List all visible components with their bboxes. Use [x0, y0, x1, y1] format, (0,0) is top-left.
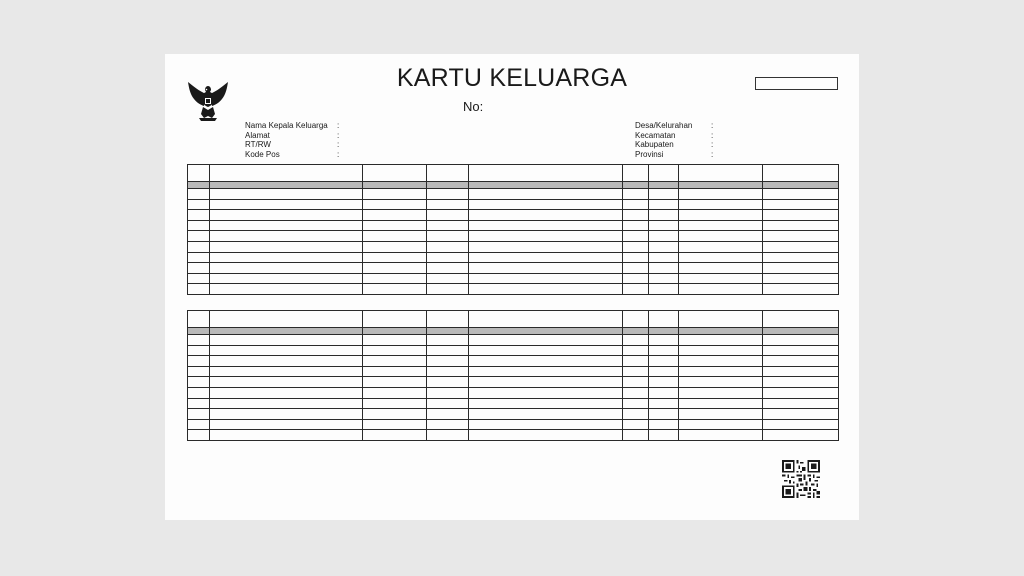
table-cell: [363, 328, 427, 335]
header-cell: [427, 311, 469, 328]
table-cell[interactable]: [188, 263, 210, 274]
table-cell: [427, 182, 469, 189]
table-cell[interactable]: [763, 419, 839, 430]
table-cell[interactable]: [679, 398, 763, 409]
table-cell[interactable]: [679, 252, 763, 263]
table-cell[interactable]: [427, 366, 469, 377]
table-row: [188, 345, 839, 356]
table-cell[interactable]: [649, 409, 679, 420]
table-cell[interactable]: [649, 377, 679, 388]
table-cell[interactable]: [363, 210, 427, 221]
table-cell[interactable]: [679, 210, 763, 221]
field-separator: :: [711, 121, 714, 130]
table-cell[interactable]: [210, 335, 363, 346]
table-cell[interactable]: [188, 366, 210, 377]
field-row: [635, 140, 717, 150]
table-row: [188, 199, 839, 210]
table-cell[interactable]: [679, 189, 763, 200]
table-cell[interactable]: [363, 409, 427, 420]
table-cell[interactable]: [679, 377, 763, 388]
header-cell: [210, 311, 363, 328]
table-row: [188, 335, 839, 346]
table-cell[interactable]: [623, 345, 649, 356]
table-cell[interactable]: [679, 263, 763, 274]
table-cell[interactable]: [188, 199, 210, 210]
table-cell[interactable]: [763, 210, 839, 221]
field-separator: :: [337, 140, 340, 150]
table-cell[interactable]: [427, 345, 469, 356]
table-cell[interactable]: [363, 430, 427, 441]
table-cell[interactable]: [763, 398, 839, 409]
table-cell[interactable]: [469, 231, 623, 242]
table-cell[interactable]: [427, 252, 469, 263]
table-cell[interactable]: [623, 284, 649, 295]
field-separator: :: [711, 140, 714, 150]
table-cell[interactable]: [679, 356, 763, 367]
table-cell: [210, 182, 363, 189]
table-cell[interactable]: [427, 430, 469, 441]
table-cell[interactable]: [623, 220, 649, 231]
table-cell[interactable]: [649, 199, 679, 210]
table-cell[interactable]: [679, 273, 763, 284]
table-cell[interactable]: [763, 335, 839, 346]
table-cell[interactable]: [427, 419, 469, 430]
table-cell[interactable]: [649, 366, 679, 377]
table-cell: [363, 182, 427, 189]
table-cell[interactable]: [427, 241, 469, 252]
family-members-body: [188, 165, 839, 295]
table-cell[interactable]: [623, 241, 649, 252]
table-cell[interactable]: [427, 189, 469, 200]
table-shaded-row: [188, 328, 839, 335]
field-row: [635, 131, 717, 141]
table-cell[interactable]: [763, 231, 839, 242]
table-cell[interactable]: [210, 252, 363, 263]
table-row: [188, 189, 839, 200]
table-cell[interactable]: [469, 189, 623, 200]
table-cell[interactable]: [469, 409, 623, 420]
table-cell[interactable]: [427, 273, 469, 284]
table-cell[interactable]: [427, 409, 469, 420]
table-row: [188, 284, 839, 295]
table-cell[interactable]: [679, 387, 763, 398]
table-cell[interactable]: [763, 199, 839, 210]
table-cell: [649, 182, 679, 189]
table-cell[interactable]: [679, 335, 763, 346]
table-cell[interactable]: [363, 189, 427, 200]
table-cell[interactable]: [210, 231, 363, 242]
table-row: [188, 430, 839, 441]
table-cell: [623, 328, 649, 335]
table-cell[interactable]: [763, 356, 839, 367]
table-cell[interactable]: [188, 387, 210, 398]
field-label: Kecamatan: [635, 130, 676, 140]
table-cell[interactable]: [623, 189, 649, 200]
field-label: Provinsi: [635, 149, 664, 159]
table-cell[interactable]: [469, 252, 623, 263]
field-label: Kabupaten: [635, 140, 674, 150]
table-cell: [679, 182, 763, 189]
table-cell[interactable]: [623, 231, 649, 242]
header-cell: [623, 165, 649, 182]
table-cell[interactable]: [763, 345, 839, 356]
table-cell[interactable]: [427, 231, 469, 242]
table-row: [188, 210, 839, 221]
table-cell[interactable]: [427, 398, 469, 409]
table-cell[interactable]: [649, 263, 679, 274]
family-details-table: [187, 310, 839, 441]
table-cell[interactable]: [679, 366, 763, 377]
table-cell[interactable]: [763, 273, 839, 284]
field-row: [245, 121, 343, 131]
table-cell[interactable]: [649, 273, 679, 284]
table-cell[interactable]: [363, 220, 427, 231]
table-row: [188, 366, 839, 377]
table-cell[interactable]: [679, 430, 763, 441]
table-cell[interactable]: [679, 220, 763, 231]
table-cell[interactable]: [623, 398, 649, 409]
field-row: [245, 131, 343, 141]
table-cell[interactable]: [363, 419, 427, 430]
table-cell[interactable]: [649, 241, 679, 252]
table-cell[interactable]: [649, 189, 679, 200]
table-cell[interactable]: [210, 284, 363, 295]
table-cell[interactable]: [623, 419, 649, 430]
table-cell: [649, 328, 679, 335]
table-cell[interactable]: [210, 356, 363, 367]
table-cell[interactable]: [210, 220, 363, 231]
header-cell: [679, 311, 763, 328]
table-cell[interactable]: [469, 199, 623, 210]
table-cell: [763, 328, 839, 335]
table-cell: [188, 182, 210, 189]
table-cell[interactable]: [649, 345, 679, 356]
table-cell: [623, 182, 649, 189]
table-cell[interactable]: [363, 345, 427, 356]
table-cell[interactable]: [427, 284, 469, 295]
region-fields: [635, 121, 717, 159]
header-cell: [427, 165, 469, 182]
table-cell[interactable]: [188, 252, 210, 263]
header-cell: [363, 165, 427, 182]
table-cell[interactable]: [469, 430, 623, 441]
table-cell[interactable]: [210, 430, 363, 441]
table-row: [188, 398, 839, 409]
table-row: [188, 263, 839, 274]
header-cell: [763, 311, 839, 328]
table-cell[interactable]: [363, 335, 427, 346]
table-cell[interactable]: [679, 419, 763, 430]
header-cell: [210, 165, 363, 182]
table-cell: [679, 328, 763, 335]
field-separator: :: [711, 130, 714, 140]
table-cell[interactable]: [649, 220, 679, 231]
table-cell[interactable]: [623, 263, 649, 274]
table-cell[interactable]: [623, 199, 649, 210]
table-cell[interactable]: [649, 356, 679, 367]
table-cell[interactable]: [623, 409, 649, 420]
table-cell[interactable]: [623, 210, 649, 221]
table-header-row: [188, 165, 839, 182]
table-cell[interactable]: [469, 366, 623, 377]
table-cell[interactable]: [427, 356, 469, 367]
table-row: [188, 231, 839, 242]
table-cell[interactable]: [363, 241, 427, 252]
table-cell[interactable]: [363, 387, 427, 398]
header-cell: [469, 311, 623, 328]
table-cell[interactable]: [210, 366, 363, 377]
field-label: RT/RW: [245, 140, 271, 150]
table-cell[interactable]: [649, 284, 679, 295]
table-cell[interactable]: [469, 241, 623, 252]
table-cell[interactable]: [649, 335, 679, 346]
table-cell[interactable]: [679, 231, 763, 242]
table-cell[interactable]: [210, 387, 363, 398]
table-cell[interactable]: [649, 231, 679, 242]
table-cell[interactable]: [363, 398, 427, 409]
table-cell[interactable]: [623, 366, 649, 377]
table-cell[interactable]: [763, 263, 839, 274]
table-row: [188, 356, 839, 367]
table-cell[interactable]: [763, 220, 839, 231]
table-cell[interactable]: [469, 398, 623, 409]
table-cell[interactable]: [763, 409, 839, 420]
table-cell[interactable]: [363, 231, 427, 242]
table-cell[interactable]: [427, 210, 469, 221]
table-cell[interactable]: [210, 409, 363, 420]
table-cell[interactable]: [188, 345, 210, 356]
header-cell: [363, 311, 427, 328]
table-row: [188, 252, 839, 263]
table-cell[interactable]: [210, 241, 363, 252]
table-cell[interactable]: [469, 345, 623, 356]
table-cell[interactable]: [679, 199, 763, 210]
table-cell[interactable]: [210, 263, 363, 274]
table-cell[interactable]: [469, 263, 623, 274]
table-cell[interactable]: [469, 419, 623, 430]
table-cell[interactable]: [210, 377, 363, 388]
table-row: [188, 419, 839, 430]
table-cell[interactable]: [469, 220, 623, 231]
table-cell[interactable]: [427, 199, 469, 210]
table-row: [188, 273, 839, 284]
table-cell[interactable]: [427, 377, 469, 388]
table-cell[interactable]: [188, 273, 210, 284]
table-cell[interactable]: [763, 241, 839, 252]
table-cell[interactable]: [188, 335, 210, 346]
table-cell[interactable]: [763, 284, 839, 295]
table-cell[interactable]: [623, 356, 649, 367]
table-cell[interactable]: [210, 419, 363, 430]
field-separator: :: [337, 149, 340, 159]
table-row: [188, 220, 839, 231]
table-cell[interactable]: [188, 231, 210, 242]
header-cell: [623, 311, 649, 328]
field-label: Kode Pos: [245, 149, 280, 159]
field-row: [635, 150, 717, 160]
table-cell[interactable]: [363, 263, 427, 274]
table-cell[interactable]: [623, 377, 649, 388]
family-details-body: [188, 311, 839, 441]
table-cell[interactable]: [363, 377, 427, 388]
field-row: [245, 140, 343, 150]
table-cell[interactable]: [763, 252, 839, 263]
field-separator: :: [337, 130, 340, 140]
table-cell[interactable]: [210, 345, 363, 356]
table-cell[interactable]: [188, 409, 210, 420]
field-label: Alamat: [245, 130, 270, 140]
table-cell[interactable]: [679, 345, 763, 356]
table-cell[interactable]: [363, 356, 427, 367]
table-cell[interactable]: [649, 252, 679, 263]
table-cell[interactable]: [469, 356, 623, 367]
table-cell: [188, 328, 210, 335]
table-cell[interactable]: [188, 220, 210, 231]
table-cell[interactable]: [763, 387, 839, 398]
table-cell[interactable]: [649, 430, 679, 441]
table-cell[interactable]: [469, 377, 623, 388]
household-fields: [245, 121, 343, 159]
table-cell[interactable]: [188, 377, 210, 388]
table-cell[interactable]: [469, 387, 623, 398]
table-cell[interactable]: [679, 409, 763, 420]
table-cell[interactable]: [363, 366, 427, 377]
table-cell: [469, 182, 623, 189]
table-cell[interactable]: [210, 398, 363, 409]
table-cell[interactable]: [623, 387, 649, 398]
table-cell[interactable]: [363, 252, 427, 263]
table-cell: [210, 328, 363, 335]
table-cell[interactable]: [623, 252, 649, 263]
table-row: [188, 241, 839, 252]
table-cell[interactable]: [623, 430, 649, 441]
field-label: Nama Kepala Keluarga: [245, 121, 328, 130]
document-number-box[interactable]: [755, 77, 838, 90]
table-shaded-row: [188, 182, 839, 189]
table-cell: [427, 328, 469, 335]
family-card-document: [165, 54, 859, 520]
table-cell[interactable]: [188, 241, 210, 252]
table-cell[interactable]: [363, 273, 427, 284]
header-cell: [649, 165, 679, 182]
table-cell[interactable]: [469, 210, 623, 221]
table-cell[interactable]: [210, 199, 363, 210]
table-cell[interactable]: [763, 430, 839, 441]
document-number-label: No:: [463, 99, 484, 114]
family-members-table: [187, 164, 839, 295]
table-cell[interactable]: [188, 189, 210, 200]
table-cell[interactable]: [679, 241, 763, 252]
table-cell[interactable]: [469, 273, 623, 284]
field-separator: :: [711, 149, 714, 159]
table-cell[interactable]: [469, 335, 623, 346]
table-cell[interactable]: [188, 284, 210, 295]
header-cell: [469, 165, 623, 182]
table-cell[interactable]: [427, 263, 469, 274]
table-cell[interactable]: [649, 398, 679, 409]
table-cell[interactable]: [649, 210, 679, 221]
qr-code-icon: [782, 460, 820, 498]
table-row: [188, 377, 839, 388]
table-cell[interactable]: [210, 273, 363, 284]
table-cell[interactable]: [210, 189, 363, 200]
table-cell[interactable]: [188, 356, 210, 367]
field-row: [635, 121, 717, 131]
header-cell: [188, 165, 210, 182]
field-label: Desa/Kelurahan: [635, 121, 693, 130]
table-cell[interactable]: [427, 220, 469, 231]
header-cell: [649, 311, 679, 328]
table-cell[interactable]: [427, 335, 469, 346]
table-cell[interactable]: [649, 419, 679, 430]
field-row: [245, 150, 343, 160]
table-cell[interactable]: [363, 284, 427, 295]
table-cell[interactable]: [763, 377, 839, 388]
document-title: KARTU KELUARGA: [396, 64, 628, 92]
table-row: [188, 387, 839, 398]
header-cell: [188, 311, 210, 328]
table-cell[interactable]: [763, 366, 839, 377]
table-cell[interactable]: [363, 199, 427, 210]
table-cell[interactable]: [188, 419, 210, 430]
table-cell[interactable]: [649, 387, 679, 398]
table-cell: [763, 182, 839, 189]
table-cell[interactable]: [763, 189, 839, 200]
table-cell[interactable]: [427, 387, 469, 398]
table-cell[interactable]: [469, 284, 623, 295]
field-separator: :: [337, 121, 340, 130]
table-cell: [469, 328, 623, 335]
table-cell[interactable]: [188, 210, 210, 221]
table-cell[interactable]: [623, 273, 649, 284]
table-cell[interactable]: [210, 210, 363, 221]
table-cell[interactable]: [623, 335, 649, 346]
table-header-row: [188, 311, 839, 328]
table-cell[interactable]: [188, 398, 210, 409]
table-row: [188, 409, 839, 420]
table-cell[interactable]: [188, 430, 210, 441]
header-cell: [763, 165, 839, 182]
header-cell: [679, 165, 763, 182]
table-cell[interactable]: [679, 284, 763, 295]
